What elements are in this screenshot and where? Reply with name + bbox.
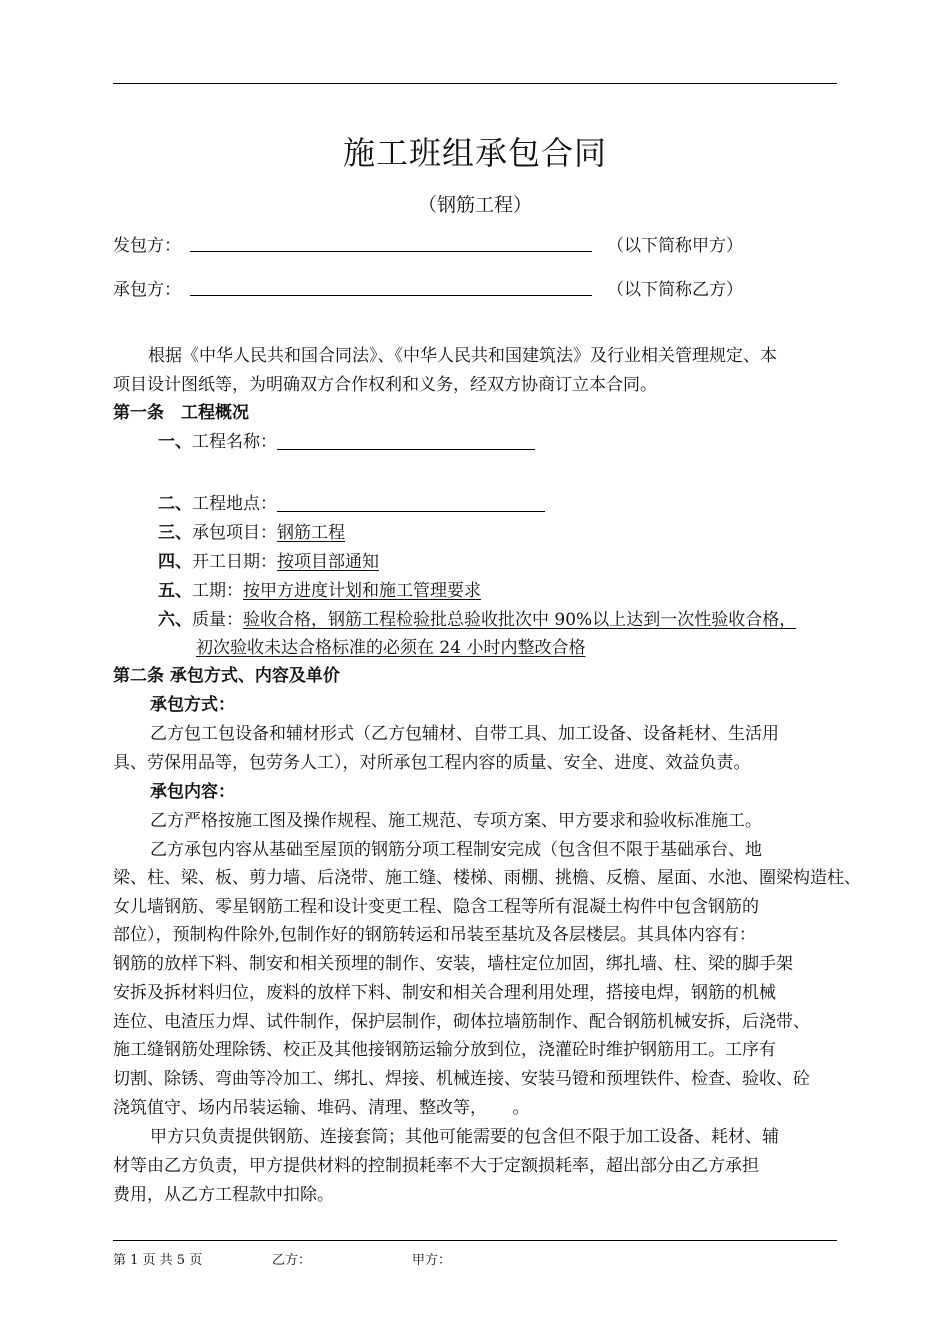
item-contract-scope: 三、承包项目：钢筋工程 xyxy=(158,523,345,543)
party-employer-blank xyxy=(190,251,592,252)
preamble-line: 项目设计图纸等，为明确双方合作权利和义务，经双方协商订立本合同。 xyxy=(113,375,657,395)
article2-heading: 第二条 承包方式、内容及单价 xyxy=(113,666,340,686)
item-quality: 六、质量：验收合格，钢筋工程检验批总验收批次中 90%以上达到一次性验收合格， xyxy=(158,610,797,630)
content-line: 钢筋的放样下料、制安和相关预埋的制作、安装，墙柱定位加固，绑扎墙、柱、梁的脚手架 xyxy=(113,954,793,974)
supply-line: 材等由乙方负责，甲方提供材料的控制损耗率不大于定额损耗率，超出部分由乙方承担 xyxy=(113,1156,759,1176)
party-contractor-label: 承包方： xyxy=(113,280,181,300)
preamble-line: 根据《中华人民共和国合同法》、《中华人民共和国建筑法》及行业相关管理规定、本 xyxy=(148,346,777,366)
content-line: 梁、柱、梁、板、剪力墙、后浇带、施工缝、楼梯、雨棚、挑檐、反檐、屋面、水池、圈梁构造柱、 xyxy=(113,868,861,888)
content-line: 女儿墙钢筋、零星钢筋工程和设计变更工程、隐含工程等所有混凝土构件中包含钢筋的 xyxy=(113,897,759,917)
content-line: 乙方承包内容从基础至屋顶的钢筋分项工程制安完成（包含但不限于基础承台、地 xyxy=(150,840,762,860)
project-name-blank xyxy=(277,432,535,450)
party-contractor-note: （以下简称乙方） xyxy=(607,280,743,300)
item-project-name: 一、工程名称： xyxy=(158,431,535,453)
footer-party-b: 乙方： xyxy=(272,1253,312,1268)
content-line: 浇筑值守、场内吊装运输、堆码、清理、整改等， 。 xyxy=(113,1098,530,1118)
article1-heading: 第一条 工程概况 xyxy=(113,403,249,423)
content-line: 乙方严格按施工图及操作规程、施工规范、专项方案、甲方要求和验收标准施工。 xyxy=(150,811,762,831)
content-line: 部位），预制构件除外,包制作好的钢筋转运和吊装至基坑及各层楼层。其具体内容有： xyxy=(113,925,756,945)
contract-subtitle: （钢筋工程） xyxy=(417,194,532,216)
header-rule xyxy=(113,83,837,84)
supply-line: 费用，从乙方工程款中扣除。 xyxy=(113,1185,334,1205)
method-line: 具、劳保用品等，包劳务人工），对所承包工程内容的质量、安全、进度、效益负责。 xyxy=(113,753,751,773)
party-employer-note: （以下简称甲方） xyxy=(607,236,743,256)
content-line: 连位、电渣压力焊、试件制作，保护层制作，砌体拉墙筋制作、配合钢筋机械安拆，后浇带、 xyxy=(113,1012,810,1032)
method-line: 乙方包工包设备和辅材形式（乙方包辅材、自带工具、加工设备、设备耗材、生活用 xyxy=(150,724,779,744)
party-contractor xyxy=(113,275,743,300)
project-location-blank xyxy=(277,494,545,512)
party-contractor-blank xyxy=(190,295,592,296)
content-line: 切割、除锈、弯曲等冷加工、绑扎、焊接、机械连接、安装马镫和预埋铁件、检查、验收、砼 xyxy=(113,1069,810,1089)
footer-page-number: 第 1 页 共 5 页 xyxy=(113,1253,203,1268)
contract-title: 施工班组承包合同 xyxy=(342,134,607,172)
content-heading: 承包内容： xyxy=(150,782,235,802)
footer-party-a: 甲方： xyxy=(412,1253,452,1268)
supply-line: 甲方只负责提供钢筋、连接套筒；其他可能需要的包含但不限于加工设备、耗材、辅 xyxy=(150,1127,779,1147)
party-employer xyxy=(113,231,743,256)
method-heading: 承包方式： xyxy=(150,695,235,715)
item-start-date: 四、开工日期：按项目部通知 xyxy=(158,552,379,572)
item-quality-continued: 初次验收未达合格标准的必须在 24 小时内整改合格 xyxy=(196,638,586,658)
party-employer-label: 发包方： xyxy=(113,236,181,256)
item-duration: 五、工期：按甲方进度计划和施工管理要求 xyxy=(158,581,481,601)
content-line: 施工缝钢筋处理除锈、校正及其他接钢筋运输分放到位，浇灌砼时维护钢筋用工。工序有 xyxy=(113,1040,776,1060)
item-project-location: 二、工程地点： xyxy=(158,493,545,515)
content-line: 安拆及拆材料归位，废料的放样下料、制安和相关合理利用处理，搭接电焊，钢筋的机械 xyxy=(113,983,776,1003)
footer-rule xyxy=(113,1240,837,1241)
